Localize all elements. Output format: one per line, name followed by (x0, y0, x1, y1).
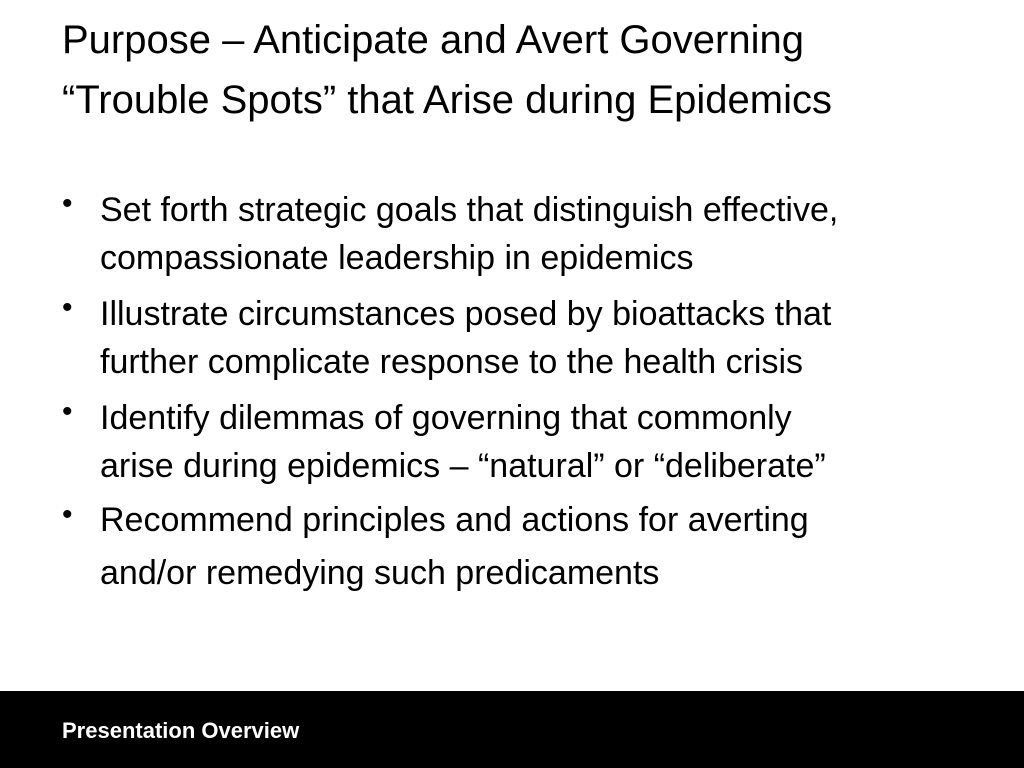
bullet-list (62, 186, 992, 608)
bullet-text-line: Illustrate circumstances posed by bioattacks that (100, 295, 832, 333)
footer-label: Presentation Overview (62, 718, 300, 743)
bullet-text-line: Recommend principles and actions for averting (100, 501, 809, 539)
title-line-1: Purpose – Anticipate and Avert Governing (62, 18, 804, 62)
title-line-2: “Trouble Spots” that Arise during Epidemics (62, 78, 832, 122)
bullet-item (62, 394, 992, 490)
bullet-dot-icon: • (62, 291, 73, 324)
bullet-dot-icon: • (62, 395, 73, 428)
bullet-item (62, 186, 992, 282)
footer-bar (0, 691, 1024, 768)
bullet-text-line: compassionate leadership in epidemics (100, 239, 694, 277)
bullet-text-line: further complicate response to the health crisis (100, 343, 804, 381)
bullet-text-line: arise during epidemics – “natural” or “deliberate” (100, 447, 826, 485)
bullet-text-line: and/or remedying such predicaments (100, 554, 660, 592)
bullet-text-line: Set forth strategic goals that distinguish effective, (100, 191, 839, 229)
bullet-text-line: Identify dilemmas of governing that commonly (100, 399, 792, 437)
slide-title (62, 10, 1002, 130)
bullet-dot-icon: • (62, 187, 73, 220)
bullet-dot-icon: • (62, 498, 73, 531)
bullet-item (62, 290, 992, 386)
bullet-item (62, 494, 992, 600)
